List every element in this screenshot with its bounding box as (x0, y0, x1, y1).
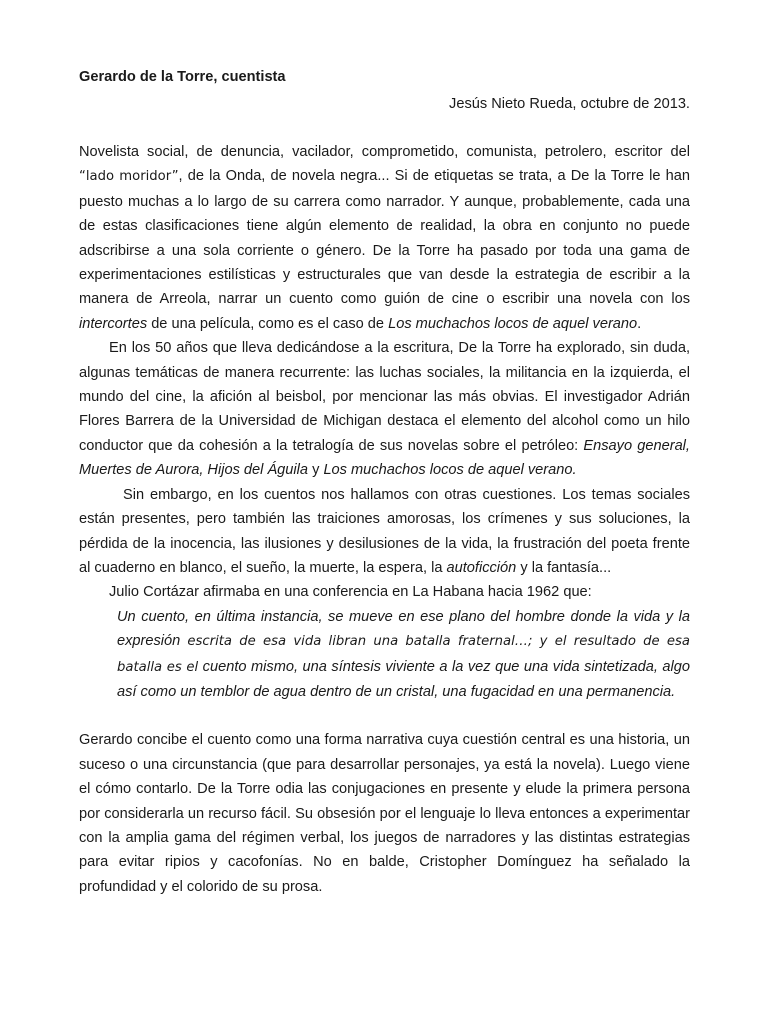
quote-text-c: cuento mismo, una síntesis viviente a la vez que una vida sintetizada, algo así como un temblor de agua dentro de un cristal, una fugacidad en una permanencia. (117, 658, 690, 700)
intercortes-term: intercortes (79, 315, 148, 332)
paragraph-3-text-a: Sin embargo, en los cuentos nos hallamos con otras cuestiones. Los temas sociales están presentes, pero también las traiciones amorosas, los crímenes y sus soluciones, la pérdida de la inocencia, las ilusiones y desilusiones de la vida, la frustración del poeta frente al cuaderno en blanco, el sueño, la muerte, la espera, la (79, 486, 690, 576)
author-byline: Jesús Nieto Rueda, octubre de 2013. (449, 96, 690, 112)
autoficcion-term: autoficción (446, 559, 517, 576)
quote-text-a: Un cuento, en última instancia, se mueve en ese plano del hombre donde la vida y la expresión (117, 608, 690, 650)
cortazar-quote (79, 605, 690, 705)
lado-moridor-quote: “lado moridor” (79, 169, 179, 185)
paragraph-2-text-a: En los 50 años que lleva dedicándose a la escritura, De la Torre ha explorado, sin duda, algunas temáticas de manera recurrente: las luchas sociales, la militancia en la izquierda, el mundo del cine, la afición al beisbol, por mencionar las más obvias. El investigador Adrián Flores Barrera de la Universidad de Michigan destaca el elemento del alcohol como un hilo conductor que da cohesión a la tetralogía de sus novelas sobre el petróleo: (79, 340, 690, 454)
document-page (79, 62, 690, 899)
quote-text-b: escrita de esa vida libran una batalla fraternal…; y el resultado de esa batalla es el (117, 634, 690, 675)
novel-title-2: Los muchachos locos de aquel verano. (323, 462, 577, 479)
paragraph-1-text-a: Novelista social, de denuncia, vacilador, comprometido, comunista, petrolero, escritor del (79, 144, 690, 160)
paragraph-1-text-e: de una película, como es el caso de (147, 315, 389, 332)
paragraph-2-text-c: y (308, 462, 324, 479)
document-title: Gerardo de la Torre, cuentista (79, 69, 286, 85)
paragraph-4: Julio Cortázar afirmaba en una conferencia en La Habana hacia 1962 que: (109, 584, 592, 601)
spacer (79, 704, 690, 728)
paragraph-1-text-g: . (637, 315, 642, 332)
novel-title: Los muchachos locos de aquel verano (388, 315, 638, 332)
paragraph-1-text-c: , de la Onda, de novela negra... Si de etiquetas se trata, a De la Torre le han puesto muchas a lo largo de su carrera como narrador. Y aunque, probablemente, cada una de estas clasificaciones tiene algún elemento de realidad, la obra en conjunto no puede adscribirse a una sola corriente o género. De la Torre ha pasado por toda una gama de experimentaciones estilísticas y estructurales que van desde la estrategia de escribir a la manera de Arreola, narrar un cuento como guión de cine o escribir una novela con los (79, 168, 690, 308)
tetralogy-titles: Ensayo general, Muertes de Aurora, Hijos del Águila (79, 437, 690, 479)
paragraph-1 (79, 140, 690, 336)
paragraph-3 (79, 483, 690, 581)
spacer (79, 116, 690, 140)
paragraph-5: Gerardo concibe el cuento como una forma narrativa cuya cuestión central es una historia, un suceso o una circunstancia (que para desarrollar personajes, ya está la novela). Luego viene el cómo contarlo. De la Torre odia las conjugaciones en presente y elude la primera persona por considerarla un recurso fácil. Su obsesión por el lenguaje lo lleva entonces a experimentar con la amplia gama del régimen verbal, los juegos de narradores y las distintas estrategias para evitar ripios y cacofonías. No en balde, Cristopher Domínguez ha señalado la profundidad y el colorido de su prosa. (79, 732, 690, 895)
paragraph-3-text-c: y la fantasía... (516, 559, 612, 576)
paragraph-2 (79, 336, 690, 482)
